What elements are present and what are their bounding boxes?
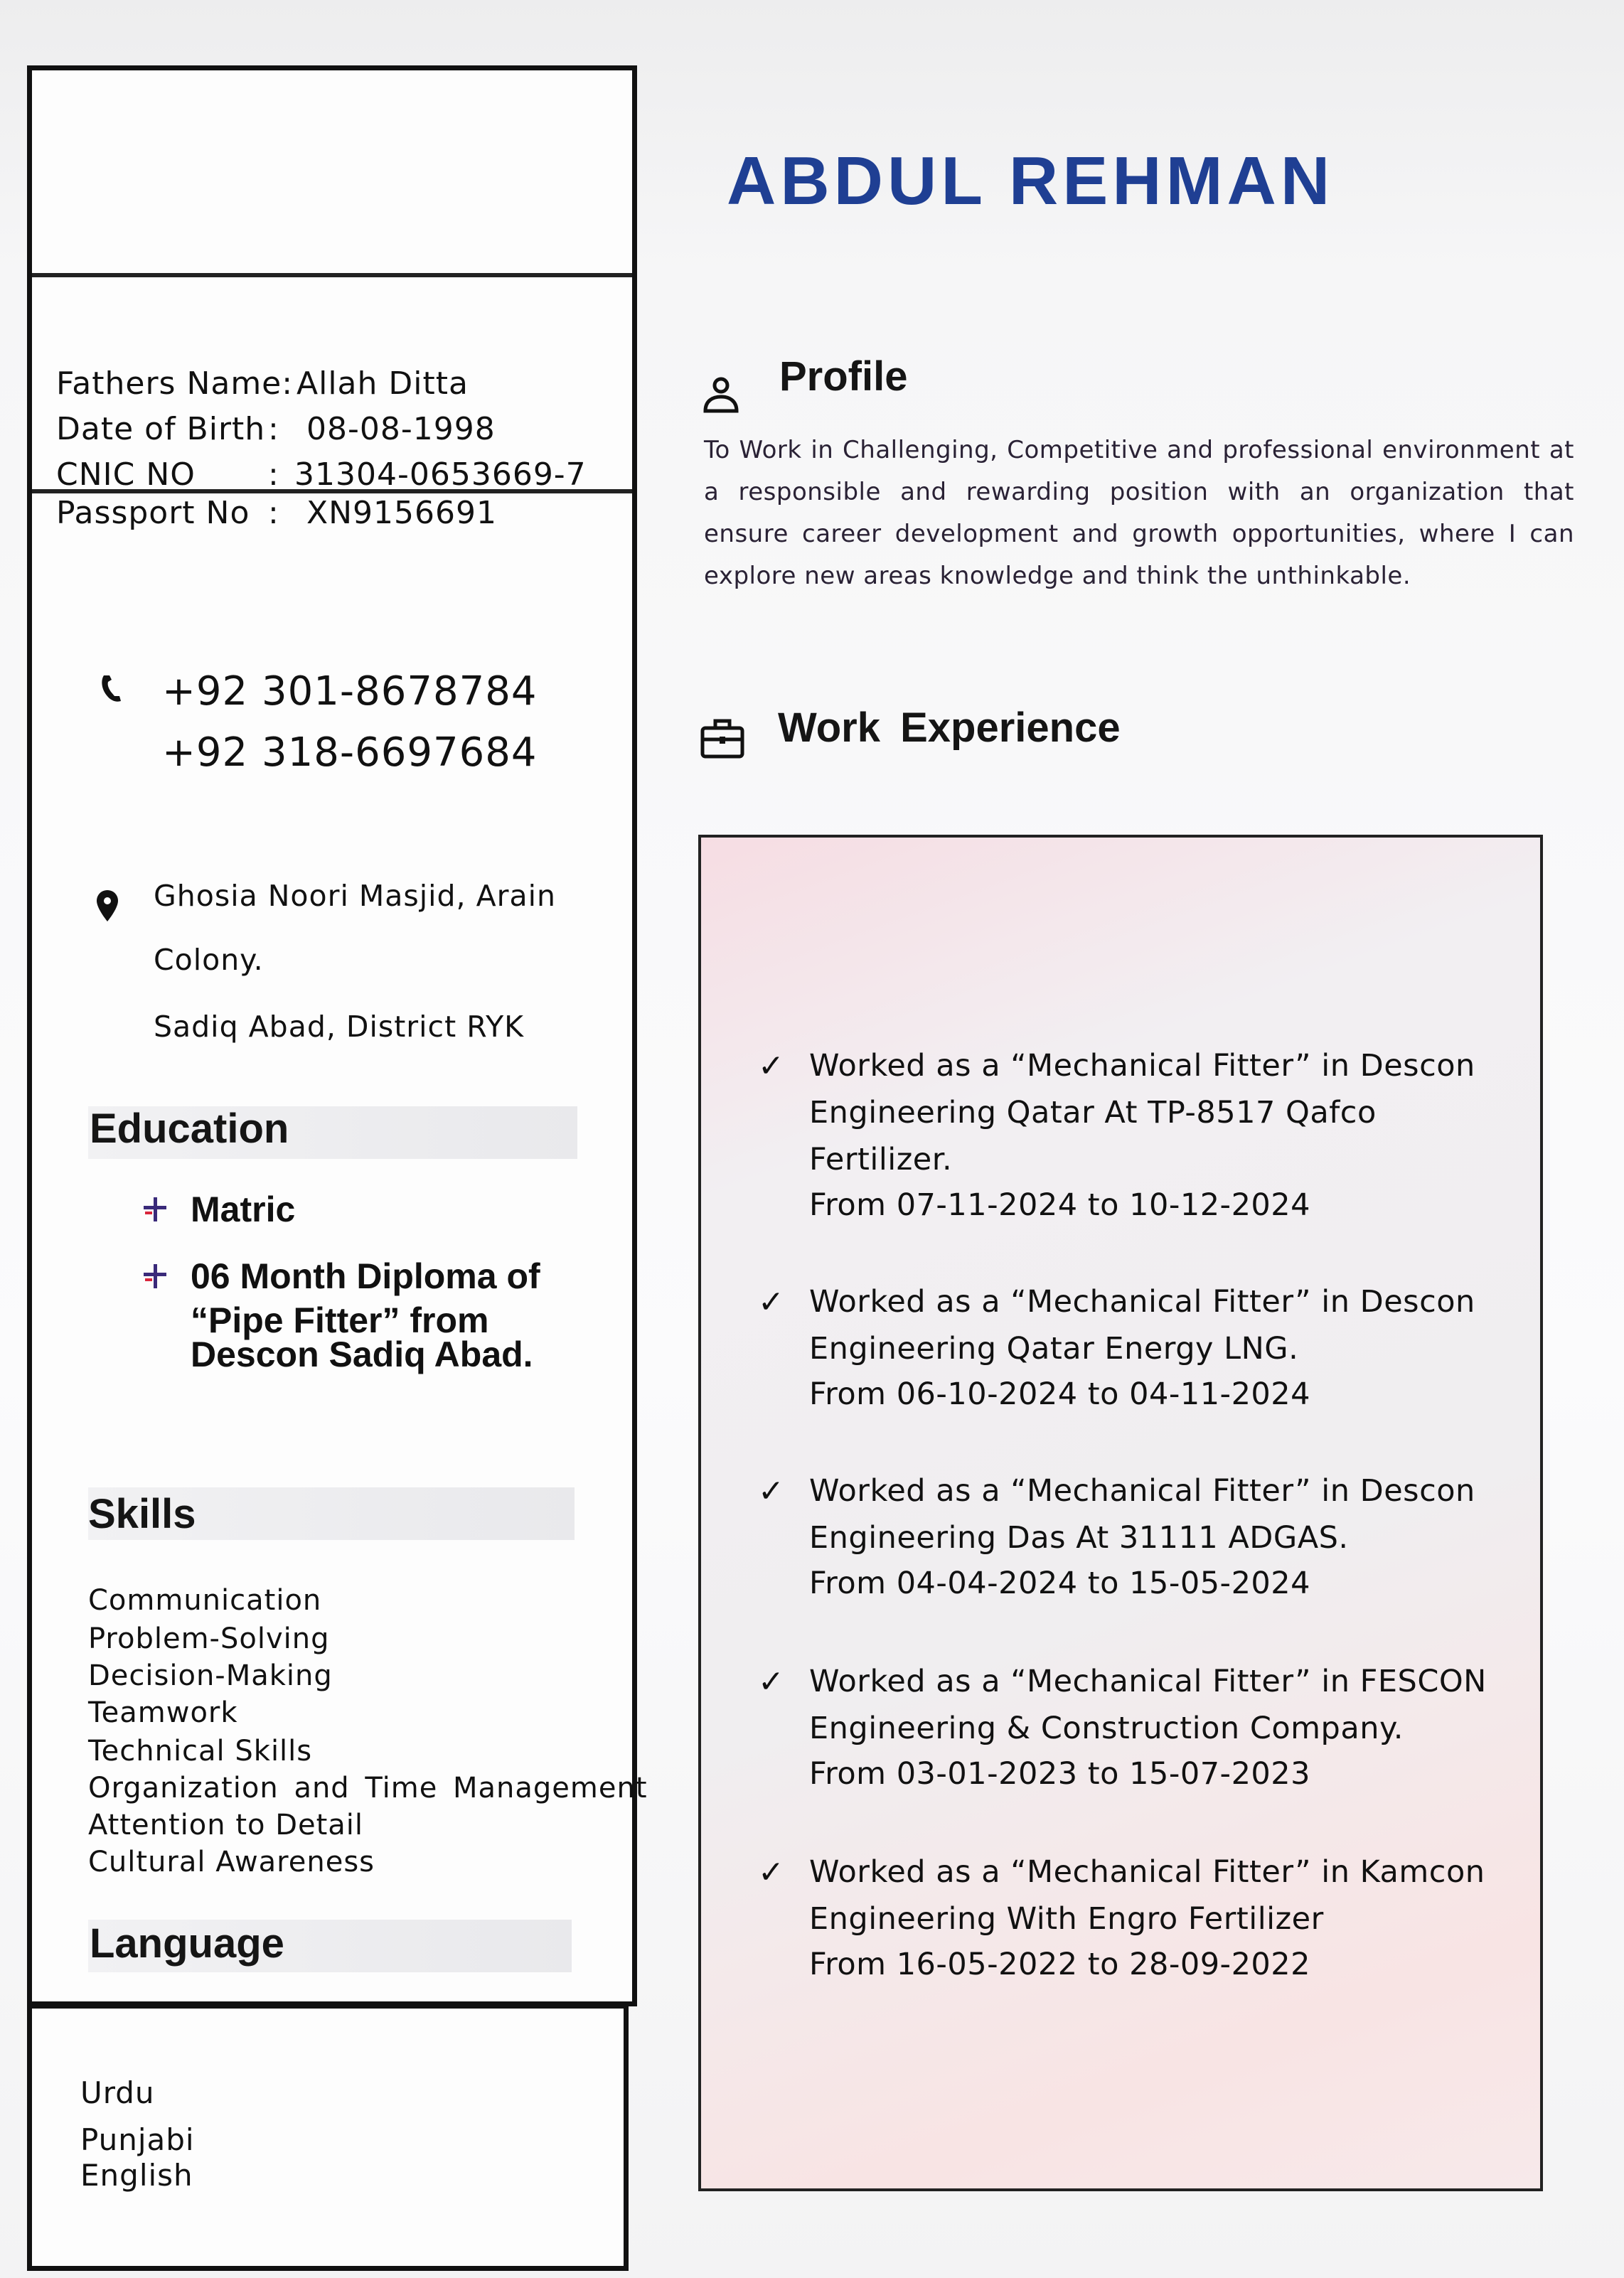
skill-item: Attention to Detail <box>88 1809 364 1841</box>
skill-item: Organization and Time Management <box>88 1772 648 1804</box>
language-item: Punjabi <box>80 2122 195 2157</box>
pi-value: Allah Ditta <box>297 365 469 402</box>
job-line: Worked as a “Mechanical Fitter” in Kamcon <box>809 1854 1485 1890</box>
check-icon: ✓ <box>758 1854 784 1891</box>
pi-value: 08-08-1998 <box>306 411 496 447</box>
language-item: Urdu <box>80 2075 155 2110</box>
job-line: Worked as a “Mechanical Fitter” in Descon <box>809 1048 1475 1084</box>
phone-number: +92 318-6697684 <box>162 729 538 776</box>
skill-item: Problem-Solving <box>88 1622 330 1655</box>
skill-item: Communication <box>88 1584 322 1617</box>
pi-value: XN9156691 <box>306 495 498 531</box>
job-dates: From 07-11-2024 to 10-12-2024 <box>809 1187 1310 1223</box>
job-dates: From 06-10-2024 to 04-11-2024 <box>809 1376 1310 1412</box>
job-line: Worked as a “Mechanical Fitter” in Descon <box>809 1473 1475 1509</box>
job-line: Engineering Das At 31111 ADGAS. <box>809 1520 1349 1556</box>
work-experience-box <box>698 835 1543 2191</box>
job-dates: From 04-04-2024 to 15-05-2024 <box>809 1566 1310 1601</box>
address-line: Colony. <box>154 943 264 977</box>
pi-colon: : <box>268 495 279 531</box>
location-pin-icon <box>95 889 119 923</box>
address-line: Sadiq Abad, District RYK <box>154 1010 525 1044</box>
personal-info-row <box>56 495 498 531</box>
phone-number: +92 301-8678784 <box>162 668 538 715</box>
work-experience-title: Work Experience <box>778 705 1121 751</box>
education-item: Matric <box>191 1189 296 1229</box>
education-item: Descon Sadiq Abad. <box>191 1335 533 1374</box>
phone-icon <box>100 674 124 704</box>
job-line: Engineering Qatar At TP-8517 Qafco <box>809 1095 1377 1130</box>
language-title: Language <box>90 1920 284 1967</box>
down-arrow-bullet-icon <box>141 1196 169 1224</box>
profile-person-icon <box>701 374 741 414</box>
job-dates: From 03-01-2023 to 15-07-2023 <box>809 1756 1310 1792</box>
pi-colon: : <box>268 456 279 493</box>
job-line: Worked as a “Mechanical Fitter” in Descon <box>809 1284 1475 1320</box>
education-title: Education <box>90 1106 289 1152</box>
pi-label: Passport No <box>56 495 250 531</box>
personal-info-box <box>32 273 632 531</box>
candidate-name: ABDUL REHMAN <box>727 143 1335 219</box>
pi-label: Fathers Name: <box>56 365 294 402</box>
personal-info-row <box>56 456 587 493</box>
pi-label: CNIC NO <box>56 456 196 493</box>
personal-info-row <box>56 411 496 447</box>
address-line: Ghosia Noori Masjid, Arain <box>154 879 557 913</box>
pi-label: Date of Birth <box>56 411 266 447</box>
job-line: Engineering & Construction Company. <box>809 1711 1404 1746</box>
skill-item: Teamwork <box>88 1696 238 1729</box>
education-item: “Pipe Fitter” from <box>191 1300 489 1340</box>
job-line: Fertilizer. <box>809 1142 953 1177</box>
check-icon: ✓ <box>758 1664 784 1700</box>
skill-item: Cultural Awareness <box>88 1846 375 1878</box>
personal-info-row <box>56 365 469 402</box>
pi-colon: : <box>268 411 279 447</box>
check-icon: ✓ <box>758 1473 784 1509</box>
language-box <box>27 2004 629 2271</box>
skill-item: Decision-Making <box>88 1659 333 1692</box>
job-line: Worked as a “Mechanical Fitter” in FESCON <box>809 1664 1487 1699</box>
job-line: Engineering Qatar Energy LNG. <box>809 1331 1299 1367</box>
job-dates: From 16-05-2022 to 28-09-2022 <box>809 1947 1310 1982</box>
briefcase-icon <box>700 718 745 759</box>
pi-value: 31304-0653669-7 <box>294 456 587 493</box>
check-icon: ✓ <box>758 1284 784 1320</box>
photo-placeholder <box>32 70 632 273</box>
check-icon: ✓ <box>758 1048 784 1084</box>
job-line: Engineering With Engro Fertilizer <box>809 1901 1324 1937</box>
profile-summary: To Work in Challenging, Competitive and professional environment at a responsible and rewarding position with an organization that ensure career development and growth opportunities, where I can explore new areas knowledge and think the unthinkable. <box>704 436 1574 590</box>
profile-title: Profile <box>779 353 908 400</box>
skill-item: Technical Skills <box>88 1735 313 1768</box>
education-item: 06 Month Diploma of <box>191 1256 540 1296</box>
language-item: English <box>80 2158 193 2193</box>
skills-title: Skills <box>88 1491 196 1537</box>
down-arrow-bullet-icon <box>141 1263 169 1291</box>
